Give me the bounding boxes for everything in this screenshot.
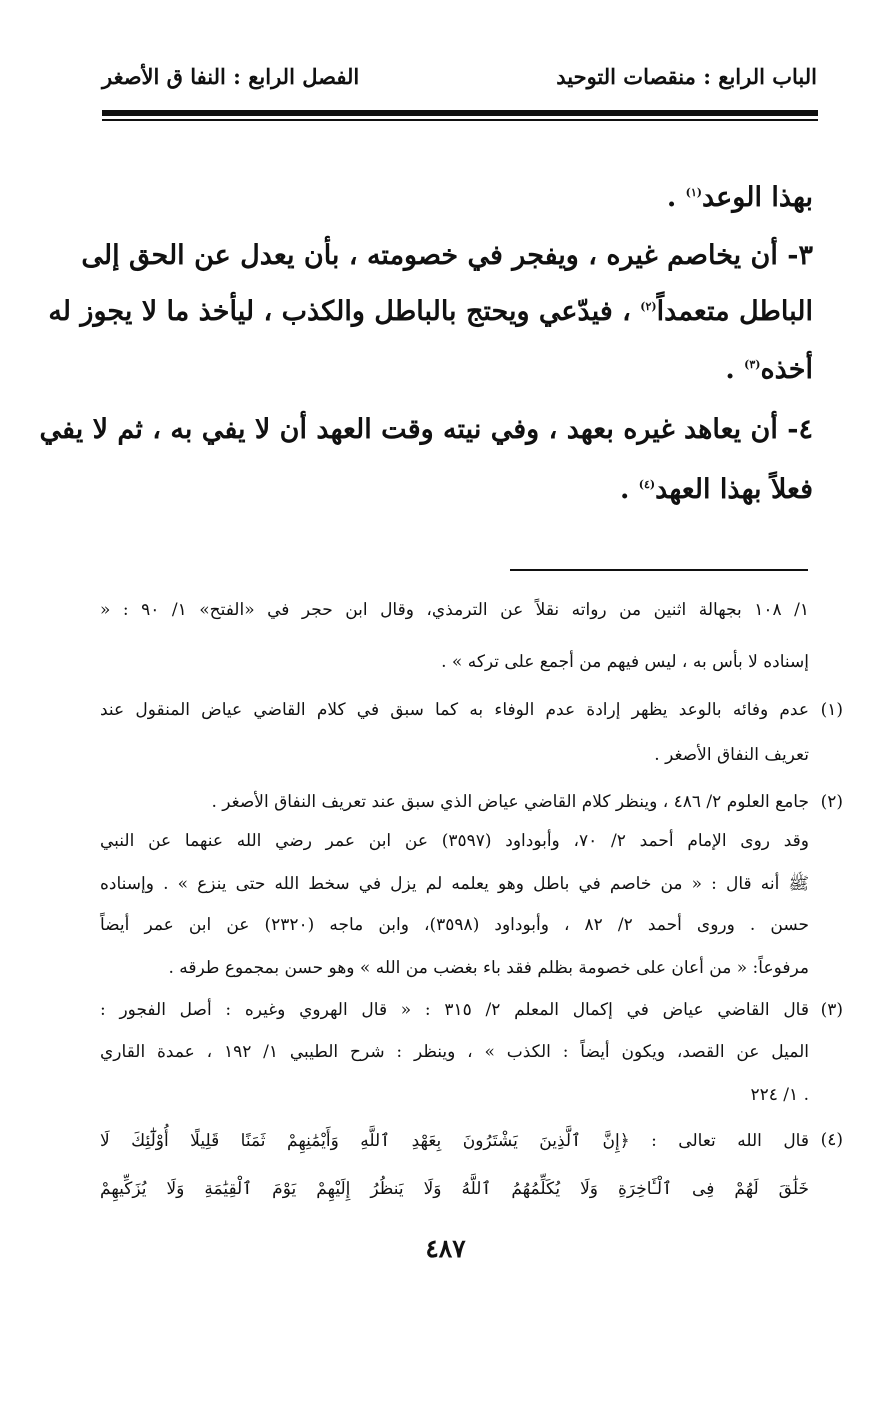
footnote-4-line-1: قال الله تعالى : ﴿إِنَّ ٱلَّذِينَ يَشْتَرُونَ بِعَهْدِ ٱللَّهِ وَأَيْمَٰنِهِمْ ثَمَنًا قَلِيلًا أُوْلَٰٓئِكَ لَا bbox=[100, 1131, 809, 1151]
footnote-1-line-2: تعريف النفاق الأصغر . bbox=[654, 745, 809, 765]
footnote-3-line-1: قال القاضي عياض في إكمال المعلم ٢/ ٣١٥ : « قال الهروي وغيره : أصل الفجور : bbox=[100, 1000, 809, 1020]
item-4-line-1: ٤- أن يعاهد غيره بعهد ، وفي نيته وقت العهد أن لا يفي به ، ثم لا يفي bbox=[39, 414, 813, 445]
item-3-line-1: ٣- أن يخاصم غيره ، ويفجر في خصومته ، بأن يعدل عن الحق إلى bbox=[81, 240, 813, 271]
footnote-2-line-4: حسن . وروى أحمد ٢/ ٨٢ ، وأبوداود (٣٥٩٨)، وابن ماجه (٢٣٢٠) عن ابن عمر أيضاً bbox=[100, 915, 809, 935]
body-text: بهذا الوعد bbox=[702, 182, 813, 213]
body-text: ، فيدّعي ويحتج بالباطل والكذب ، ليأخذ ما لا يجوز له bbox=[48, 296, 641, 327]
running-header-chapter: الباب الرابع : منقصات التوحيد bbox=[556, 64, 817, 89]
footnote-ref: (٢) bbox=[640, 300, 657, 313]
footnote-separator bbox=[510, 569, 808, 571]
running-header-section: الفصل الرابع : النفا ق الأصغر bbox=[102, 64, 360, 89]
footnote-3-line-3: ١/ ٢٢٤ . bbox=[750, 1085, 809, 1105]
footnote-ref: (٤) bbox=[638, 478, 656, 491]
footnote-2-line-3: ﷺ أنه قال : « من خاصم في باطل وهو يعلمه لم يزل في سخط الله حتى ينزع » . وإسناده bbox=[100, 874, 809, 894]
item-4-line-2 bbox=[620, 474, 813, 505]
footnote-continuation-line-1: ١/ ١٠٨ بجهالة اثنين من رواته نقلاً عن الترمذي، وقال ابن حجر في «الفتح» ١/ ٩٠ : « bbox=[100, 600, 810, 620]
body-text: . bbox=[666, 182, 686, 213]
footnote-ref: (١) bbox=[685, 186, 702, 199]
body-line-1 bbox=[667, 182, 813, 213]
body-text: . bbox=[725, 354, 745, 385]
header-rule-thick bbox=[102, 110, 818, 116]
footnote-4-line-2: خَلَٰقَ لَهُمْ فِى ٱلْـَٔاخِرَةِ وَلَا يُكَلِّمُهُمُ ٱللَّهُ وَلَا يَنظُرُ إِلَيْهِمْ يَوْمَ ٱلْقِيَٰمَةِ وَلَا يُزَكِّيهِمْ bbox=[100, 1179, 809, 1199]
footnote-4-number: (٤) bbox=[820, 1130, 843, 1150]
footnote-1-line-1: عدم وفائه بالوعد يظهر إرادة عدم الوفاء به كما سبق في كلام القاضي عياض المنقول عند bbox=[100, 700, 809, 720]
footnote-3-line-2: الميل عن القصد، ويكون أيضاً : الكذب » ، وينظر : شرح الطيبي ١/ ١٩٢ ، عمدة القاري bbox=[100, 1042, 810, 1062]
footnote-continuation-line-2: إسناده لا بأس به ، ليس فيهم من أجمع على تركه » . bbox=[441, 652, 809, 672]
header-rule-thin bbox=[102, 119, 818, 121]
body-text: فعلاً بهذا العهد bbox=[655, 474, 813, 505]
item-3-line-3 bbox=[725, 354, 813, 385]
footnote-2-line-2: وقد روى الإمام أحمد ٢/ ٧٠، وأبوداود (٣٥٩٧) عن ابن عمر رضي الله عنهما عن النبي bbox=[100, 831, 809, 851]
body-text: أخذه bbox=[760, 354, 813, 385]
footnote-2-number: (٢) bbox=[820, 792, 843, 812]
footnote-2-line-5: مرفوعاً: « من أعان على خصومة بظلم فقد باء بغضب من الله » وهو حسن بمجموع طرقه . bbox=[168, 958, 809, 978]
body-text: . bbox=[619, 474, 639, 505]
item-3-line-2 bbox=[48, 296, 813, 327]
body-text: الباطل متعمداً bbox=[656, 296, 813, 327]
footnote-3-number: (٣) bbox=[820, 1000, 843, 1020]
page-number: ٤٨٧ bbox=[425, 1234, 466, 1263]
footnote-1-number: (١) bbox=[820, 700, 843, 720]
footnote-ref: (٣) bbox=[744, 358, 761, 371]
footnote-2-line-1: جامع العلوم ٢/ ٤٨٦ ، وينظر كلام القاضي عياض الذي سبق عند تعريف النفاق الأصغر . bbox=[211, 792, 809, 812]
